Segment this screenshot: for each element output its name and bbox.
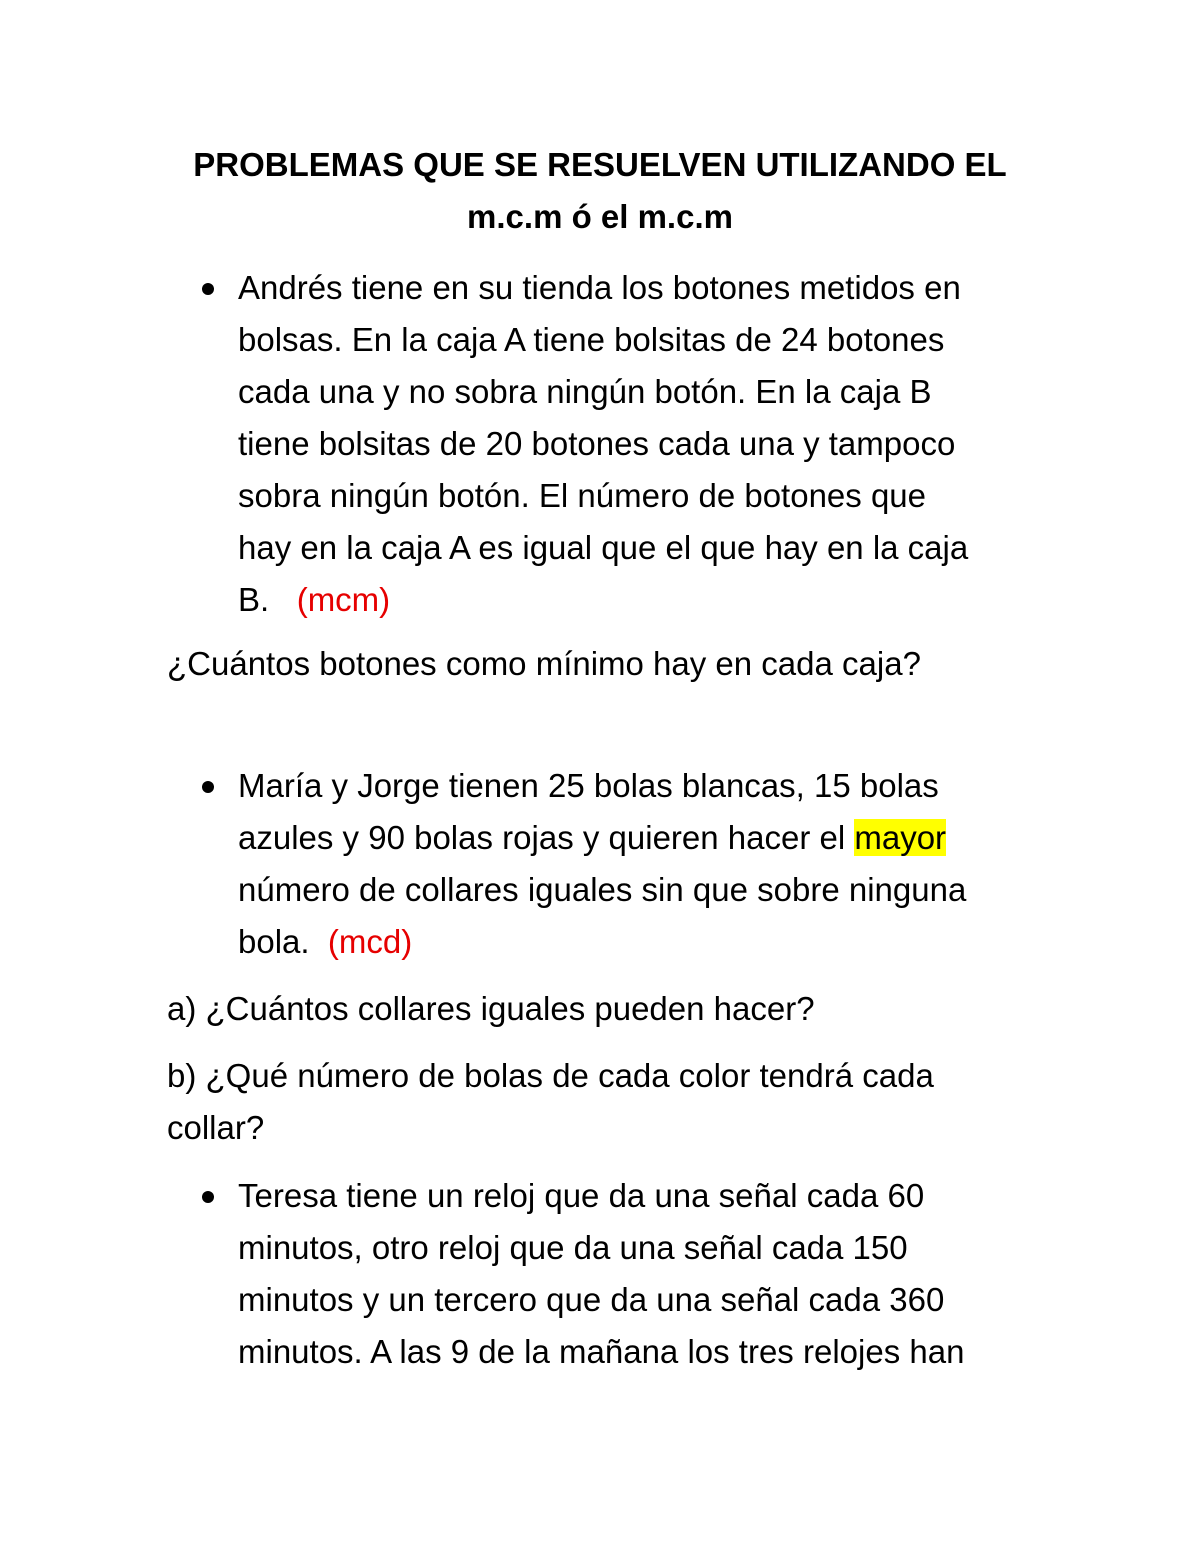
problem-2-line <box>238 812 1058 864</box>
problem-2-question-b <box>167 1050 1067 1154</box>
problem-2-question-b-line: b) ¿Qué número de bolas de cada color tendrá cada <box>167 1057 934 1094</box>
problem-1-line: Andrés tiene en su tienda los botones metidos en <box>238 269 961 306</box>
problem-1-last-line <box>238 574 1058 626</box>
problem-2 <box>238 760 1058 968</box>
problem-2-line: número de collares iguales sin que sobre ninguna <box>238 871 967 908</box>
bullet-icon <box>202 781 214 793</box>
problem-2-question-a: a) ¿Cuántos collares iguales pueden hacer? <box>167 990 815 1027</box>
problem-1-line: bolsas. En la caja A tiene bolsitas de 24 botones <box>238 321 945 358</box>
problem-1-last-text: B. <box>238 581 270 618</box>
problem-2-line-text: azules y 90 bolas rojas y quieren hacer el <box>238 819 855 856</box>
problem-1-question: ¿Cuántos botones como mínimo hay en cada caja? <box>167 645 921 682</box>
problem-1-line: hay en la caja A es igual que el que hay en la caja <box>238 529 969 566</box>
problem-3-line: minutos. A las 9 de la mañana los tres relojes han <box>238 1333 965 1370</box>
bullet-icon <box>202 283 214 295</box>
problem-2-last-text: bola. <box>238 923 310 960</box>
problem-1 <box>238 262 1058 626</box>
highlighted-word: mayor <box>854 819 947 856</box>
problem-2-method-tag: (mcd) <box>327 923 413 960</box>
document-title-line-2: m.c.m ó el m.c.m <box>467 198 733 235</box>
problem-3-line: Teresa tiene un reloj que da una señal cada 60 <box>238 1177 925 1214</box>
problem-1-line: sobra ningún botón. El número de botones que <box>238 477 927 514</box>
problem-1-method-tag: (mcm) <box>296 581 391 618</box>
problem-2-line: María y Jorge tienen 25 bolas blancas, 15 bolas <box>238 767 939 804</box>
problem-1-line: tiene bolsitas de 20 botones cada una y tampoco <box>238 425 956 462</box>
bullet-icon <box>202 1191 214 1203</box>
problem-2-question-b-line: collar? <box>167 1109 265 1146</box>
problem-3 <box>238 1170 1058 1378</box>
problem-2-last-line <box>238 916 1058 968</box>
document-title-line-1: PROBLEMAS QUE SE RESUELVEN UTILIZANDO EL <box>193 146 1007 183</box>
problem-1-line: cada una y no sobra ningún botón. En la caja B <box>238 373 932 410</box>
problem-3-line: minutos y un tercero que da una señal cada 360 <box>238 1281 945 1318</box>
problem-3-line: minutos, otro reloj que da una señal cada 150 <box>238 1229 908 1266</box>
